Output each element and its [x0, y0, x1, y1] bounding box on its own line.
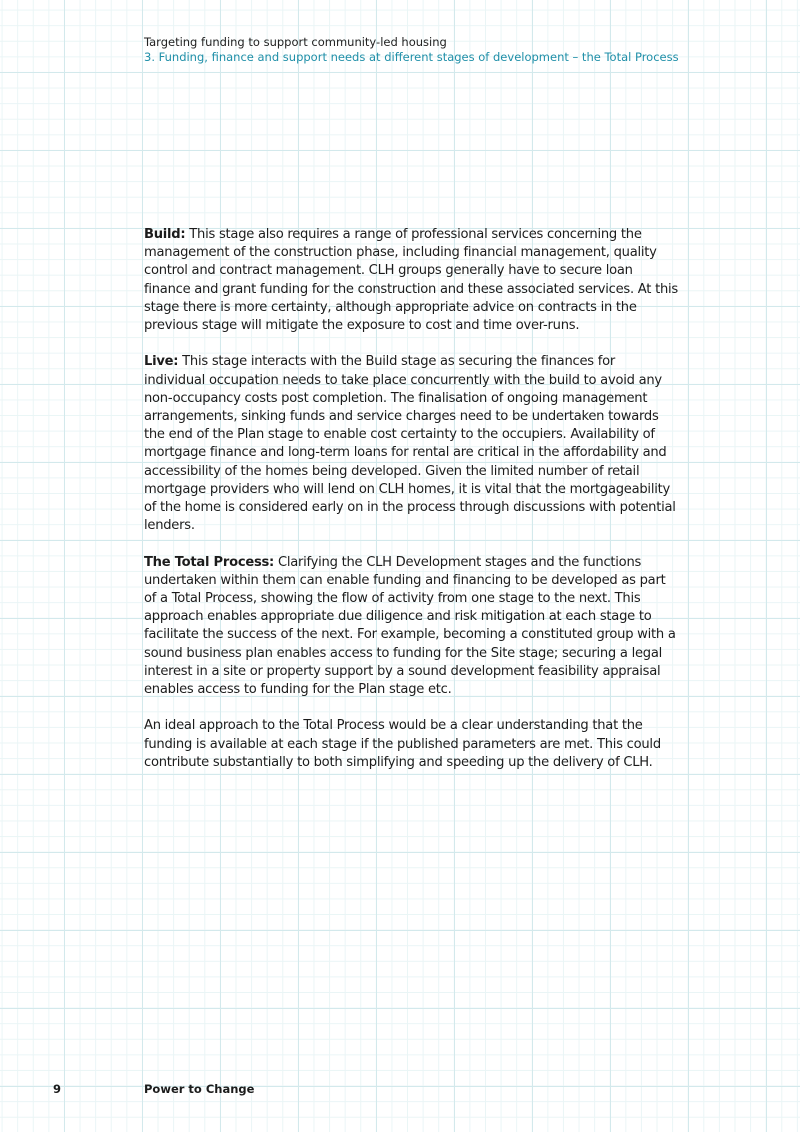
page-number: 9: [53, 1082, 62, 1096]
section-title: 3. Funding, finance and support needs at different stages of development – the Total Process: [144, 50, 679, 64]
publisher-name: Power to Change: [144, 1082, 255, 1096]
paragraph-lead: The Total Process:: [144, 554, 275, 570]
paragraph-lead: Build:: [144, 227, 186, 242]
body-text: [144, 226, 679, 790]
paragraph-text: This stage also requires a range of professional services concerning the management of the construction phase, including financial management, quality control and contract management. CLH groups generally have to secure loan finance and grant funding for the construction and these associated services. At this stage there is more certainty, although appropriate advice on contracts in the previous stage will mitigate the exposure to cost and time over-runs.: [144, 227, 678, 334]
paragraph-text: An ideal approach to the Total Process would be a clear understanding that the funding is available at each stage if the published parameters are met. This could contribute substantially to both simplifying and speeding up the delivery of CLH.: [144, 718, 661, 770]
document-title: Targeting funding to support community-led housing: [144, 35, 447, 49]
page-header: [144, 35, 679, 65]
paragraph-total-process: [144, 554, 679, 700]
paragraph-lead: Live:: [144, 354, 179, 370]
paragraph-ideal-approach: [144, 717, 679, 772]
paragraph-text: Clarifying the CLH Development stages and the functions undertaken within them can enable funding and financing to be developed as part of a Total Process, showing the flow of activity from one stage to the next. This approach enables appropriate due diligence and risk mitigation at each stage to facilitate the success of the next. For example, becoming a constituted group with a sound business plan enables access to funding for the Site stage; securing a legal interest in a site or property support by a sound development feasibility appraisal enables access to funding for the Plan stage etc.: [144, 554, 676, 698]
paragraph-text: This stage interacts with the Build stage as securing the finances for individual occupation needs to take place concurrently with the build to avoid any non-occupancy costs post completion. The finalisation of ongoing management arrangements, sinking funds and service charges need to be undertaken towards the end of the Plan stage to enable cost certainty to the occupiers. Availability of mortgage finance and long-term loans for rental are critical in the affordability and accessibility of the homes being developed. Given the limited number of retail mortgage providers who will lend on CLH homes, it is vital that the mortgageability of the home is considered early on in the process through discussions with potential lenders.: [144, 354, 676, 534]
paragraph-live: [144, 353, 679, 535]
paragraph-build: [144, 226, 679, 335]
